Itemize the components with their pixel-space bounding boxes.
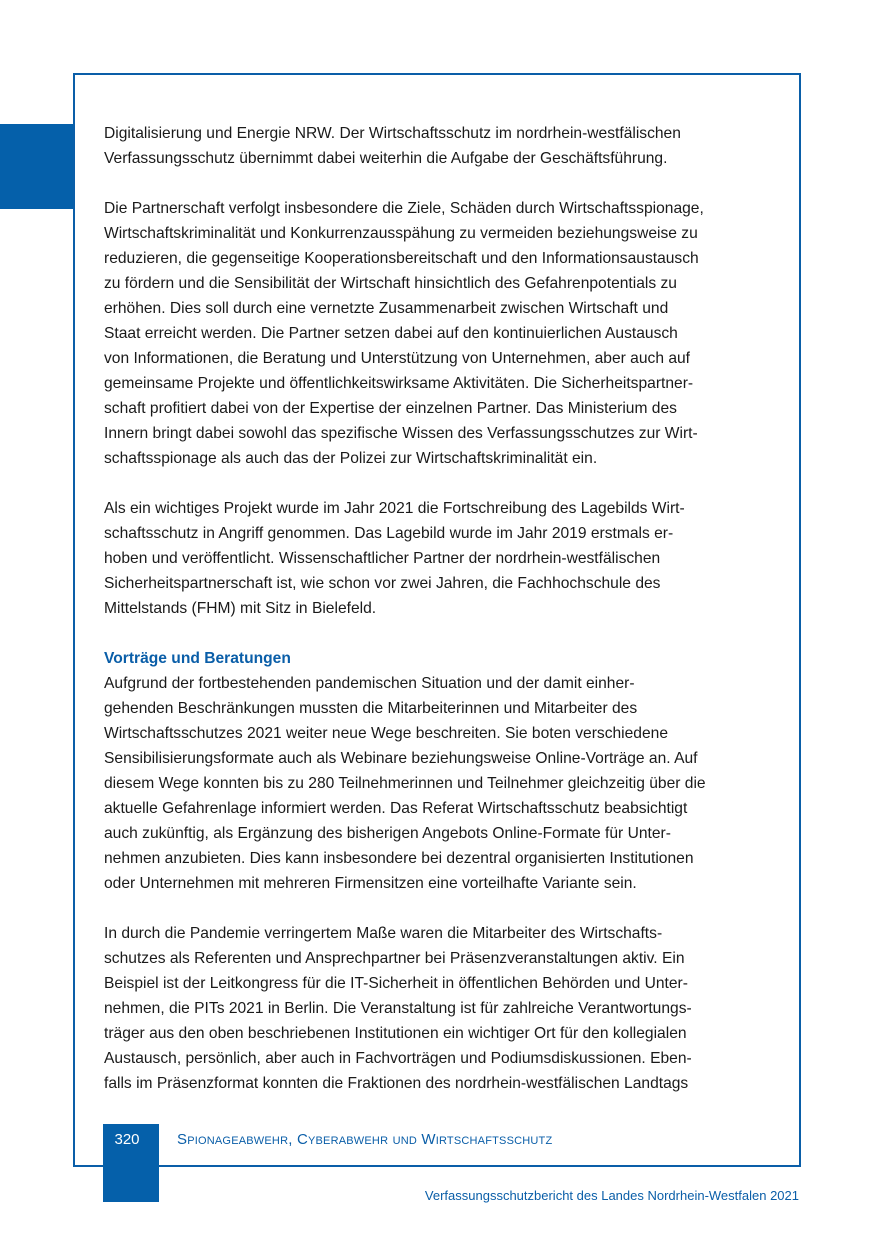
text-line: Beispiel ist der Leitkongress für die IT-Sicherheit in öffentlichen Behörden und Unter- [104,975,688,992]
text-line: schaftsspionage als auch das der Polizei zur Wirtschaftskriminalität ein. [104,450,598,467]
side-tab-marker [0,124,74,209]
text-line: falls im Präsenzformat konnten die Fraktionen des nordrhein-westfälischen Landtags [104,1075,689,1092]
main-content [104,121,772,1096]
text-line: schutzes als Referenten und Ansprechpartner bei Präsenzveranstaltungen aktiv. Ein [104,950,685,967]
text-line: aktuelle Gefahrenlage informiert werden. Das Referat Wirtschaftsschutz beabsichtigt [104,800,688,817]
text-line: erhöhen. Dies soll durch eine vernetzte Zusammenarbeit zwischen Wirtschaft und [104,300,669,317]
text-line: auch zukünftig, als Ergänzung des bisherigen Angebots Online-Formate für Unter- [104,825,671,842]
text-line: Staat erreicht werden. Die Partner setzen dabei auf den kontinuierlichen Austausch [104,325,678,342]
text-line: schaftsschutz in Angriff genommen. Das Lagebild wurde im Jahr 2019 erstmals er- [104,525,674,542]
chapter-title: Spionageabwehr, Cyberabwehr und Wirtschaftsschutz [177,1131,553,1148]
text-line: Digitalisierung und Energie NRW. Der Wirtschaftsschutz im nordrhein-westfälischen [104,125,681,142]
text-line: reduzieren, die gegenseitige Kooperationsbereitschaft und den Informationsaustausch [104,250,699,267]
text-line: träger aus den oben beschriebenen Institutionen ein wichtiger Ort für den kollegialen [104,1025,687,1042]
text-line: Wirtschaftskriminalität und Konkurrenzausspähung zu vermeiden beziehungsweise zu [104,225,698,242]
text-line: von Informationen, die Beratung und Unterstützung von Unternehmen, aber auch auf [104,350,691,367]
publication-title: Verfassungsschutzbericht des Landes Nordrhein-Westfalen 2021 [424,1188,799,1203]
text-line: schaft profitiert dabei von der Expertise der einzelnen Partner. Das Ministerium des [104,400,677,417]
text-line: Mittelstands (FHM) mit Sitz in Bielefeld. [104,600,377,617]
text-line: Sicherheitspartnerschaft ist, wie schon vor zwei Jahren, die Fachhochschule des [104,575,661,592]
text-line: gehenden Beschränkungen mussten die Mitarbeiterinnen und Mitarbeiter des [104,700,638,717]
text-line: diesem Wege konnten bis zu 280 Teilnehmerinnen und Teilnehmer gleichzeitig über die [104,775,706,792]
text-line: Verfassungsschutz übernimmt dabei weiterhin die Aufgabe der Geschäftsführung. [104,150,668,167]
text-line: Innern bringt dabei sowohl das spezifische Wissen des Verfassungsschutzes zur Wirt- [104,425,698,442]
text-line: Die Partnerschaft verfolgt insbesondere die Ziele, Schäden durch Wirtschaftsspionage, [104,200,704,217]
text-line: Wirtschaftsschutzes 2021 weiter neue Wege beschreiten. Sie boten verschiedene [104,725,669,742]
text-line: Als ein wichtiges Projekt wurde im Jahr 2021 die Fortschreibung des Lagebilds Wirt- [104,500,685,517]
section-heading: Vorträge und Beratungen [104,650,291,667]
paragraph-2 [104,196,772,471]
text-line: oder Unternehmen mit mehreren Firmensitzen eine vorteilhafte Variante sein. [104,875,637,892]
text-line: hoben und veröffentlicht. Wissenschaftlicher Partner der nordrhein-westfälischen [104,550,661,567]
text-line: nehmen anzubieten. Dies kann insbesondere bei dezentral organisierten Institutionen [104,850,694,867]
paragraph-1 [104,121,772,171]
text-line: zu fördern und die Sensibilität der Wirtschaft hinsichtlich des Gefahrenpotentials zu [104,275,677,292]
text-line: Aufgrund der fortbestehenden pandemischen Situation und der damit einher- [104,675,635,692]
page-number: 320 [114,1131,140,1148]
text-line: Austausch, persönlich, aber auch in Fachvorträgen und Podiumsdiskussionen. Eben- [104,1050,692,1067]
text-line: gemeinsame Projekte und öffentlichkeitswirksame Aktivitäten. Die Sicherheitspartner- [104,375,694,392]
text-line: nehmen, die PITs 2021 in Berlin. Die Veranstaltung ist für zahlreiche Verantwortungs- [104,1000,692,1017]
text-line: Sensibilisierungsformate auch als Webinare beziehungsweise Online-Vorträge an. Auf [104,750,698,767]
paragraph-3 [104,496,772,621]
paragraph-5 [104,921,772,1096]
text-line: In durch die Pandemie verringertem Maße waren die Mitarbeiter des Wirtschafts- [104,925,663,942]
paragraph-4 [104,671,772,896]
